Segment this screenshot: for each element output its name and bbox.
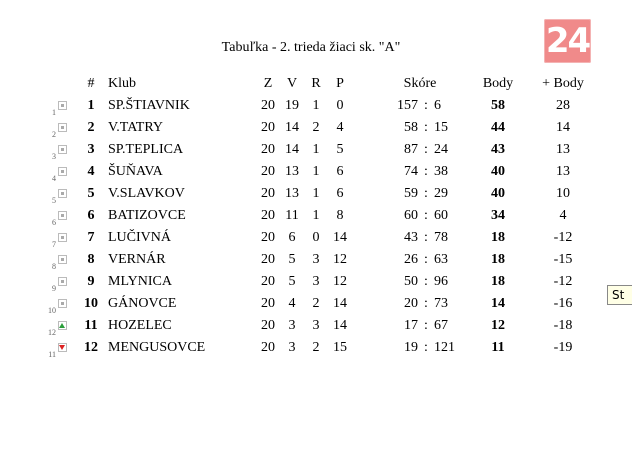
- position: 3: [87, 142, 95, 157]
- position: 2: [87, 120, 95, 135]
- score-separator: :: [424, 274, 428, 289]
- trend-indicator: [58, 117, 80, 139]
- club-name: MENGUSOVCE: [108, 340, 206, 355]
- table-row: [40, 227, 598, 249]
- prev-position: 11: [48, 350, 56, 359]
- trend-indicator: [58, 205, 80, 227]
- table-row: [40, 95, 598, 117]
- wins: 5: [288, 252, 296, 267]
- draws: 3: [312, 252, 320, 267]
- table-row: [40, 293, 598, 315]
- draws: 1: [312, 186, 320, 201]
- plus-points: -16: [553, 296, 573, 311]
- draws: 1: [312, 142, 320, 157]
- prev-position: 8: [52, 262, 56, 271]
- played: 20: [261, 230, 275, 245]
- header-r: R: [311, 76, 321, 91]
- table-row: [40, 315, 598, 337]
- plus-points: 13: [556, 164, 570, 179]
- goals-against: 24: [434, 142, 448, 157]
- prev-position: 6: [52, 218, 56, 227]
- wins: 14: [285, 120, 299, 135]
- losses: 5: [336, 142, 344, 157]
- draws: 2: [312, 120, 320, 135]
- header-z: Z: [263, 76, 273, 91]
- club-name: HOZELEC: [108, 318, 172, 333]
- position: 11: [84, 318, 98, 333]
- trend-indicator: [58, 249, 80, 271]
- goals-for: 17: [404, 318, 418, 333]
- wins: 19: [285, 98, 299, 113]
- no-change-icon: [58, 211, 67, 220]
- played: 20: [261, 274, 275, 289]
- position: 12: [84, 340, 98, 355]
- losses: 8: [336, 208, 344, 223]
- gap: [352, 293, 372, 315]
- club-name: SP.ŠTIAVNIK: [108, 98, 190, 113]
- header-v: V: [286, 76, 298, 91]
- losses: 12: [333, 274, 347, 289]
- goals-for: 20: [404, 296, 418, 311]
- trend-indicator: [58, 139, 80, 161]
- played: 20: [261, 120, 275, 135]
- plus-points: -18: [553, 318, 573, 333]
- draws: 1: [312, 208, 320, 223]
- points: 11: [491, 340, 505, 355]
- plus-points: 10: [556, 186, 570, 201]
- points: 44: [491, 120, 505, 135]
- position: 7: [87, 230, 95, 245]
- wins: 5: [288, 274, 296, 289]
- goals-against: 121: [434, 340, 455, 355]
- prev-position: 5: [52, 196, 56, 205]
- losses: 14: [333, 296, 347, 311]
- prev-position: 9: [52, 284, 56, 293]
- no-change-icon: [58, 255, 67, 264]
- losses: 4: [336, 120, 344, 135]
- played: 20: [261, 296, 275, 311]
- losses: 15: [333, 340, 347, 355]
- score-separator: :: [424, 142, 428, 157]
- club-name: SP.TEPLICA: [108, 142, 184, 157]
- header-prev: [40, 73, 58, 95]
- trend-indicator: [58, 293, 80, 315]
- header-score: Skóre: [403, 76, 437, 91]
- score-separator: :: [424, 98, 428, 113]
- trend-indicator: [58, 227, 80, 249]
- points: 58: [491, 98, 505, 113]
- prev-position: 10: [48, 306, 56, 315]
- plus-points: -12: [553, 274, 573, 289]
- table-row: [40, 183, 598, 205]
- points: 18: [491, 230, 505, 245]
- plus-points: -15: [553, 252, 573, 267]
- draws: 0: [312, 230, 320, 245]
- position: 5: [87, 186, 95, 201]
- club-name: V.TATRY: [108, 120, 164, 135]
- losses: 6: [336, 186, 344, 201]
- score-separator: :: [424, 318, 428, 333]
- prev-position: 3: [52, 152, 56, 161]
- goals-against: 38: [434, 164, 448, 179]
- score-separator: :: [424, 120, 428, 135]
- points: 18: [491, 274, 505, 289]
- trend-indicator: [58, 337, 80, 359]
- played: 20: [261, 186, 275, 201]
- draws: 2: [312, 296, 320, 311]
- table-row: [40, 271, 598, 293]
- plus-points: 28: [556, 98, 570, 113]
- score-separator: :: [424, 208, 428, 223]
- table-row: [40, 205, 598, 227]
- table-header-row: [40, 73, 598, 95]
- table-row: [40, 337, 598, 359]
- goals-against: 63: [434, 252, 448, 267]
- wins: 14: [285, 142, 299, 157]
- losses: 14: [333, 318, 347, 333]
- table-body: [40, 95, 598, 359]
- table-row: [40, 117, 598, 139]
- arrow-down-icon: [58, 343, 67, 352]
- position: 6: [87, 208, 95, 223]
- prev-position: 2: [52, 130, 56, 139]
- trend-indicator: [58, 161, 80, 183]
- tooltip: St: [607, 285, 632, 305]
- score-separator: :: [424, 252, 428, 267]
- goals-against: 29: [434, 186, 448, 201]
- goals-against: 6: [434, 98, 441, 113]
- goals-against: 67: [434, 318, 448, 333]
- no-change-icon: [58, 277, 67, 286]
- gap: [352, 205, 372, 227]
- goals-for: 58: [404, 120, 418, 135]
- no-change-icon: [58, 145, 67, 154]
- header-trend: [58, 73, 80, 95]
- played: 20: [261, 318, 275, 333]
- header-p: P: [336, 76, 344, 91]
- prev-position: 7: [52, 240, 56, 249]
- trend-indicator: [58, 271, 80, 293]
- position: 10: [84, 296, 98, 311]
- points: 40: [491, 186, 505, 201]
- position: 1: [87, 98, 95, 113]
- score-separator: :: [424, 340, 428, 355]
- wins: 13: [285, 186, 299, 201]
- gap: [352, 117, 372, 139]
- goals-for: 50: [404, 274, 418, 289]
- goals-for: 157: [397, 98, 418, 113]
- standings-table: [40, 73, 598, 359]
- played: 20: [261, 340, 275, 355]
- gap: [352, 315, 372, 337]
- plus-points: -12: [553, 230, 573, 245]
- club-name: ŠUŇAVA: [108, 164, 163, 179]
- goals-for: 60: [404, 208, 418, 223]
- no-change-icon: [58, 233, 67, 242]
- played: 20: [261, 208, 275, 223]
- club-name: GÁNOVCE: [108, 296, 177, 311]
- wins: 4: [288, 296, 296, 311]
- goals-for: 74: [404, 164, 418, 179]
- goals-for: 59: [404, 186, 418, 201]
- losses: 6: [336, 164, 344, 179]
- page-title: Tabuľka - 2. trieda žiaci sk. "A": [221, 40, 401, 55]
- gap: [352, 249, 372, 271]
- wins: 11: [285, 208, 299, 223]
- plus-points: 13: [556, 142, 570, 157]
- score-separator: :: [424, 230, 428, 245]
- position: 4: [87, 164, 95, 179]
- played: 20: [261, 142, 275, 157]
- trend-indicator: [58, 315, 80, 337]
- goals-against: 73: [434, 296, 448, 311]
- header-club: Klub: [108, 76, 136, 91]
- no-change-icon: [58, 167, 67, 176]
- losses: 12: [333, 252, 347, 267]
- prev-position: 1: [52, 108, 56, 117]
- goals-against: 78: [434, 230, 448, 245]
- club-name: V.SLAVKOV: [108, 186, 185, 201]
- points: 12: [491, 318, 505, 333]
- table-row: [40, 249, 598, 271]
- gap: [352, 183, 372, 205]
- score-separator: :: [424, 186, 428, 201]
- no-change-icon: [58, 123, 67, 132]
- club-name: LUČIVNÁ: [108, 230, 171, 245]
- goals-for: 87: [404, 142, 418, 157]
- header-body: Body: [482, 76, 514, 91]
- goals-for: 19: [404, 340, 418, 355]
- wins: 3: [288, 340, 296, 355]
- gap: [352, 95, 372, 117]
- wins: 6: [288, 230, 296, 245]
- gap: [352, 227, 372, 249]
- points: 14: [491, 296, 505, 311]
- no-change-icon: [58, 299, 67, 308]
- played: 20: [261, 252, 275, 267]
- goals-against: 96: [434, 274, 448, 289]
- prev-position: 12: [48, 328, 56, 337]
- wins: 3: [288, 318, 296, 333]
- header-gap: [352, 73, 372, 95]
- logo-text: 24: [545, 21, 590, 61]
- plus-points: 4: [559, 208, 567, 223]
- losses: 0: [336, 98, 344, 113]
- no-change-icon: [58, 189, 67, 198]
- points: 40: [491, 164, 505, 179]
- plus-points: 14: [556, 120, 570, 135]
- draws: 3: [312, 318, 320, 333]
- losses: 14: [333, 230, 347, 245]
- no-change-icon: [58, 101, 67, 110]
- draws: 1: [312, 164, 320, 179]
- arrow-up-icon: [58, 321, 67, 330]
- goals-against: 15: [434, 120, 448, 135]
- score-separator: :: [424, 296, 428, 311]
- draws: 1: [312, 98, 320, 113]
- gap: [352, 139, 372, 161]
- prev-position: 4: [52, 174, 56, 183]
- club-name: VERNÁR: [108, 252, 166, 267]
- table-row: [40, 161, 598, 183]
- position: 9: [87, 274, 95, 289]
- goals-for: 43: [404, 230, 418, 245]
- draws: 3: [312, 274, 320, 289]
- gap: [352, 161, 372, 183]
- draws: 2: [312, 340, 320, 355]
- header-plus-body: + Body: [542, 76, 584, 91]
- points: 43: [491, 142, 505, 157]
- trend-indicator: [58, 183, 80, 205]
- played: 20: [261, 164, 275, 179]
- header-pos: #: [87, 76, 95, 91]
- plus-points: -19: [553, 340, 573, 355]
- table-row: [40, 139, 598, 161]
- position: 8: [87, 252, 95, 267]
- gap: [352, 271, 372, 293]
- points: 34: [491, 208, 505, 223]
- played: 20: [261, 98, 275, 113]
- score-separator: :: [424, 164, 428, 179]
- club-name: BATIZOVCE: [108, 208, 186, 223]
- goals-for: 26: [404, 252, 418, 267]
- goals-against: 60: [434, 208, 448, 223]
- gap: [352, 337, 372, 359]
- wins: 13: [285, 164, 299, 179]
- trend-indicator: [58, 95, 80, 117]
- club-name: MLYNICA: [108, 274, 172, 289]
- points: 18: [491, 252, 505, 267]
